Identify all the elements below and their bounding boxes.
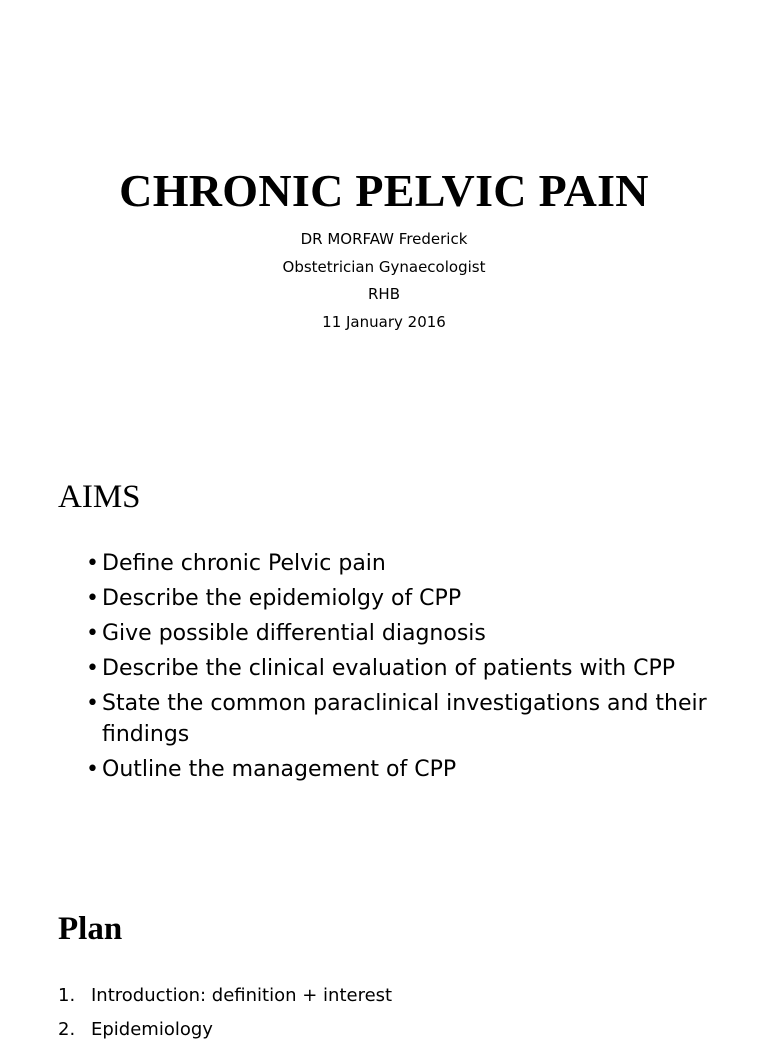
aim-text: Describe the epidemiolgy of CPP (102, 586, 462, 612)
list-item (86, 654, 726, 685)
presentation-title: CHRONIC PELVIC PAIN (119, 165, 649, 216)
plan-heading: Plan (58, 911, 123, 947)
aims-list (86, 549, 726, 790)
aim-text: Give possible differential diagnosis (102, 621, 486, 647)
author-role: Obstetrician Gynaecologist (282, 257, 486, 276)
list-item (58, 982, 738, 1010)
bullet-icon: • (86, 756, 99, 782)
aims-heading: AIMS (58, 479, 141, 515)
aim-text: State the common paraclinical investigations and their findings (102, 691, 707, 747)
presentation-date: 11 January 2016 (322, 312, 446, 331)
aim-text: Define chronic Pelvic pain (102, 551, 386, 576)
list-item (86, 755, 726, 786)
list-item (86, 619, 726, 650)
plan-text: Introduction: definition + interest (91, 985, 393, 1006)
list-item (58, 1016, 738, 1044)
item-number: 1. (58, 985, 76, 1006)
list-item (86, 689, 726, 750)
institution: RHB (368, 285, 400, 303)
plan-text: Epidemiology (91, 1019, 213, 1040)
plan-list (58, 982, 738, 1050)
list-item (86, 549, 726, 580)
presenter-info (0, 226, 768, 336)
aim-text: Describe the clinical evaluation of patients with CPP (102, 656, 676, 682)
bullet-icon: • (86, 586, 99, 612)
bullet-icon: • (86, 656, 99, 682)
item-number: 2. (58, 1019, 76, 1040)
bullet-icon: • (86, 551, 99, 576)
list-item (86, 584, 726, 615)
bullet-icon: • (86, 691, 99, 717)
author-name: DR MORFAW Frederick (300, 230, 468, 248)
bullet-icon: • (86, 621, 99, 647)
aim-text: Outline the management of CPP (102, 756, 457, 782)
